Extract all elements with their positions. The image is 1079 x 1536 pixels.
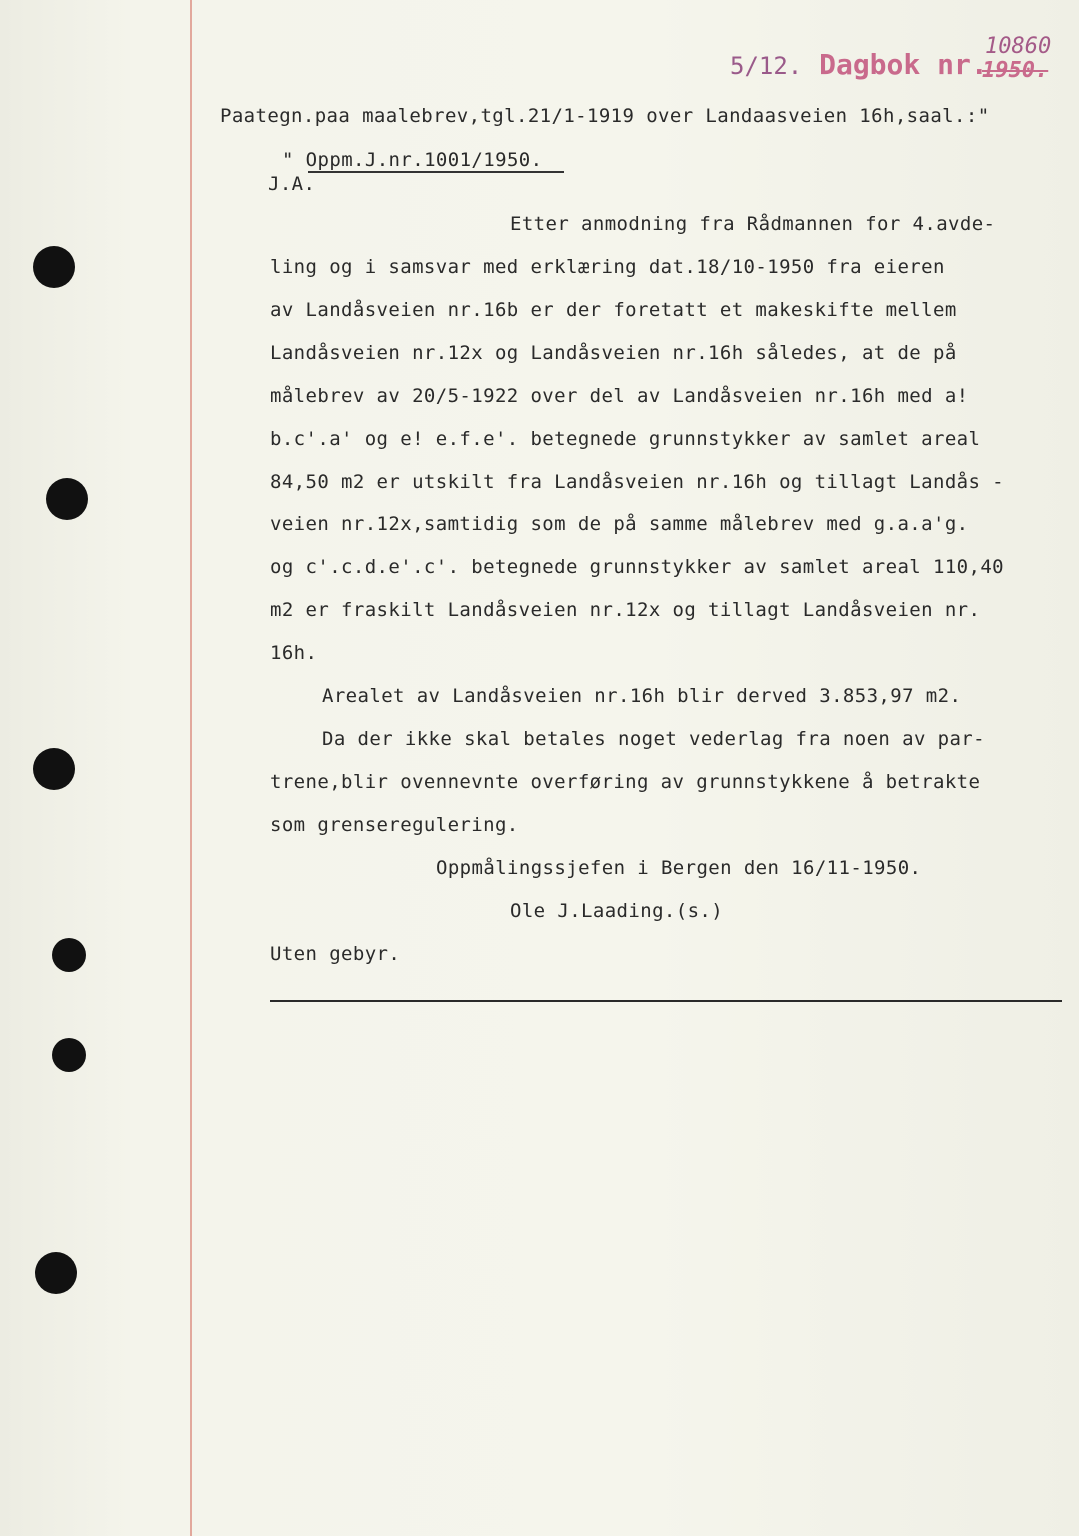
body-line: og c'.c.d.e'.c'. betegnede grunnstykker av samlet areal 110,40 xyxy=(270,556,1005,578)
body-line: veien nr.12x,samtidig som de på samme målebrev med g.a.a'g. xyxy=(270,513,969,535)
fee-note: Uten gebyr. xyxy=(270,943,401,965)
body-line: Arealet av Landåsveien nr.16h blir derved 3.853,97 m2. xyxy=(322,685,962,707)
body-line: av Landåsveien nr.16b er der foretatt et makeskifte mellem xyxy=(270,299,957,321)
signature-name: Ole J.Laading.(s.) xyxy=(510,900,724,922)
dagbok-stamp xyxy=(730,34,1052,83)
stamp-year: 1950. xyxy=(982,58,1049,83)
punch-hole xyxy=(52,938,86,972)
body-line: trene,blir ovennevnte overføring av grunnstykkene å betrakte xyxy=(270,771,981,793)
stamp-label: Dagbok nr. xyxy=(819,48,988,81)
signature-place-date: Oppmålingssjefen i Bergen den 16/11-1950. xyxy=(436,857,922,879)
margin-line xyxy=(190,0,192,1536)
header-line-1: Paategn.paa maalebrev,tgl.21/1-1919 over Landaasveien 16h,saal.:" xyxy=(220,105,990,127)
body-line: Etter anmodning fra Rådmannen for 4.avde- xyxy=(510,213,996,235)
punch-hole xyxy=(46,478,88,520)
header-line-2: " Oppm.J.nr.1001/1950. xyxy=(282,149,543,171)
header-line-3: J.A. xyxy=(268,173,316,195)
body-line: Landåsveien nr.12x og Landåsveien nr.16h således, at de på xyxy=(270,342,957,364)
stamp-number: 10860 xyxy=(985,34,1052,59)
body-line: som grenseregulering. xyxy=(270,814,519,836)
stamp-prefix: 5/12. xyxy=(730,52,803,80)
closing-rule xyxy=(270,1000,1062,1002)
punch-hole xyxy=(52,1038,86,1072)
body-line: 84,50 m2 er utskilt fra Landåsveien nr.16h og tillagt Landås - xyxy=(270,471,1005,493)
punch-hole xyxy=(33,748,75,790)
body-line: 16h. xyxy=(270,642,318,664)
header-underline xyxy=(308,171,564,173)
body-line: målebrev av 20/5-1922 over del av Landåsveien nr.16h med a! xyxy=(270,385,969,407)
punch-hole xyxy=(33,246,75,288)
body-line: Da der ikke skal betales noget vederlag fra noen av par- xyxy=(322,728,985,750)
body-line: ling og i samsvar med erklæring dat.18/10-1950 fra eieren xyxy=(270,256,945,278)
body-line: b.c'.a' og e! e.f.e'. betegnede grunnstykker av samlet areal xyxy=(270,428,981,450)
punch-hole xyxy=(35,1252,77,1294)
body-line: m2 er fraskilt Landåsveien nr.12x og tillagt Landåsveien nr. xyxy=(270,599,981,621)
